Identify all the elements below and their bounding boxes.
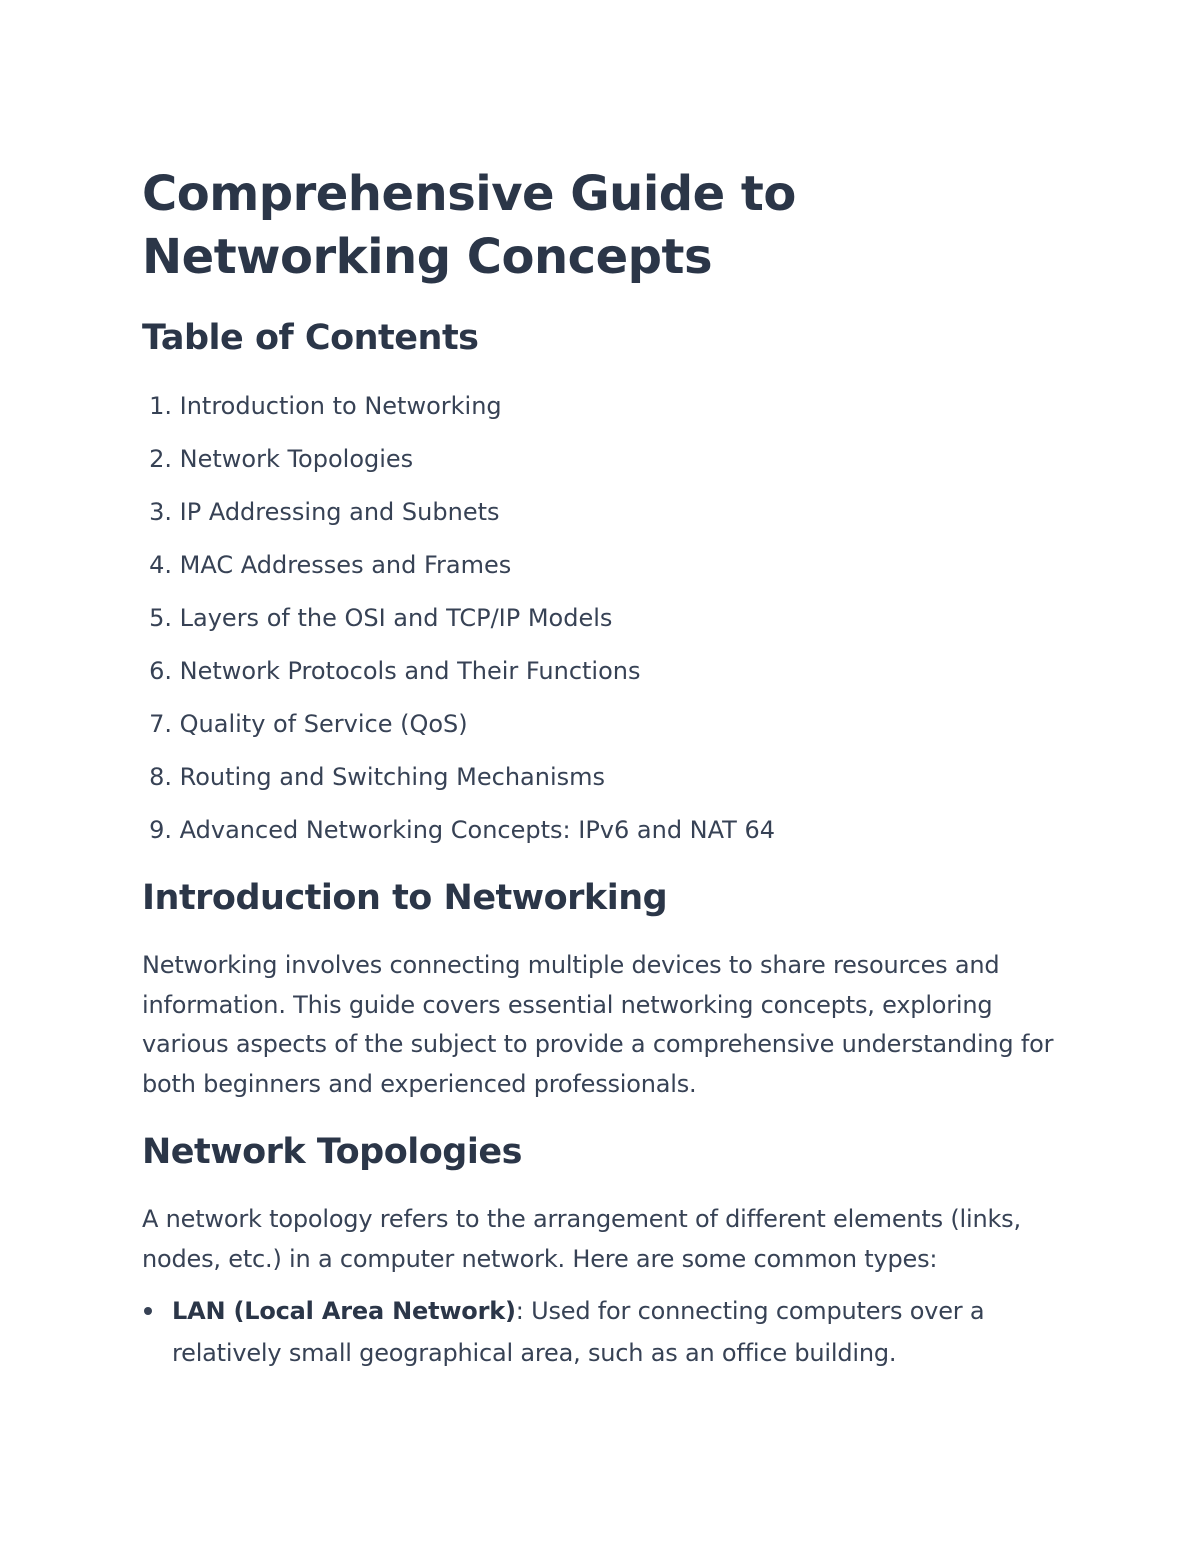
table-of-contents	[142, 384, 775, 861]
toc-item-number: 3.	[149, 498, 172, 526]
toc-item-number: 1.	[149, 392, 172, 420]
toc-item-number: 8.	[149, 763, 172, 791]
list-item	[142, 1290, 1022, 1374]
toc-item-label: Introduction to Networking	[179, 392, 502, 420]
document-title: Comprehensive Guide to Networking Concepts	[142, 166, 796, 285]
toc-item-label: Network Protocols and Their Functions	[179, 657, 641, 685]
toc-item-number: 4.	[149, 551, 172, 579]
section-heading-introduction: Introduction to Networking	[142, 878, 668, 918]
toc-item[interactable]	[142, 649, 775, 702]
topologies-paragraph: A network topology refers to the arrangement of different elements (links, nodes, etc.) in a computer network. Here are some common types:	[142, 1205, 1021, 1273]
toc-item[interactable]	[142, 755, 775, 808]
topology-list	[142, 1290, 1022, 1374]
bullet-icon	[144, 1307, 152, 1315]
toc-item[interactable]	[142, 596, 775, 649]
toc-item-label: Layers of the OSI and TCP/IP Models	[179, 604, 613, 632]
toc-item[interactable]	[142, 702, 775, 755]
toc-item-number: 6.	[149, 657, 172, 685]
toc-item-label: Advanced Networking Concepts: IPv6 and NAT 64	[179, 816, 776, 844]
toc-item-label: Quality of Service (QoS)	[179, 710, 468, 738]
list-item-text: : Used for connecting computers over a relatively small geographical area, such as an office building.	[172, 1297, 985, 1367]
toc-item[interactable]	[142, 543, 775, 596]
toc-item-label: Routing and Switching Mechanisms	[179, 763, 606, 791]
toc-item-number: 9.	[149, 816, 172, 844]
toc-item[interactable]	[142, 490, 775, 543]
toc-item-label: Network Topologies	[179, 445, 414, 473]
toc-item-number: 7.	[149, 710, 172, 738]
toc-item-label: IP Addressing and Subnets	[179, 498, 500, 526]
introduction-paragraph: Networking involves connecting multiple devices to share resources and information. This guide covers essential networking concepts, exploring various aspects of the subject to provide a comprehensive understanding for both beginners and experienced professionals.	[142, 951, 1054, 1098]
section-heading-topologies: Network Topologies	[142, 1132, 522, 1172]
toc-item-label: MAC Addresses and Frames	[179, 551, 512, 579]
toc-item[interactable]	[142, 437, 775, 490]
toc-item-number: 5.	[149, 604, 172, 632]
toc-heading: Table of Contents	[142, 318, 479, 358]
toc-item[interactable]	[142, 808, 775, 861]
list-item-term: LAN (Local Area Network)	[172, 1297, 516, 1325]
toc-item[interactable]	[142, 384, 775, 437]
toc-item-number: 2.	[149, 445, 172, 473]
